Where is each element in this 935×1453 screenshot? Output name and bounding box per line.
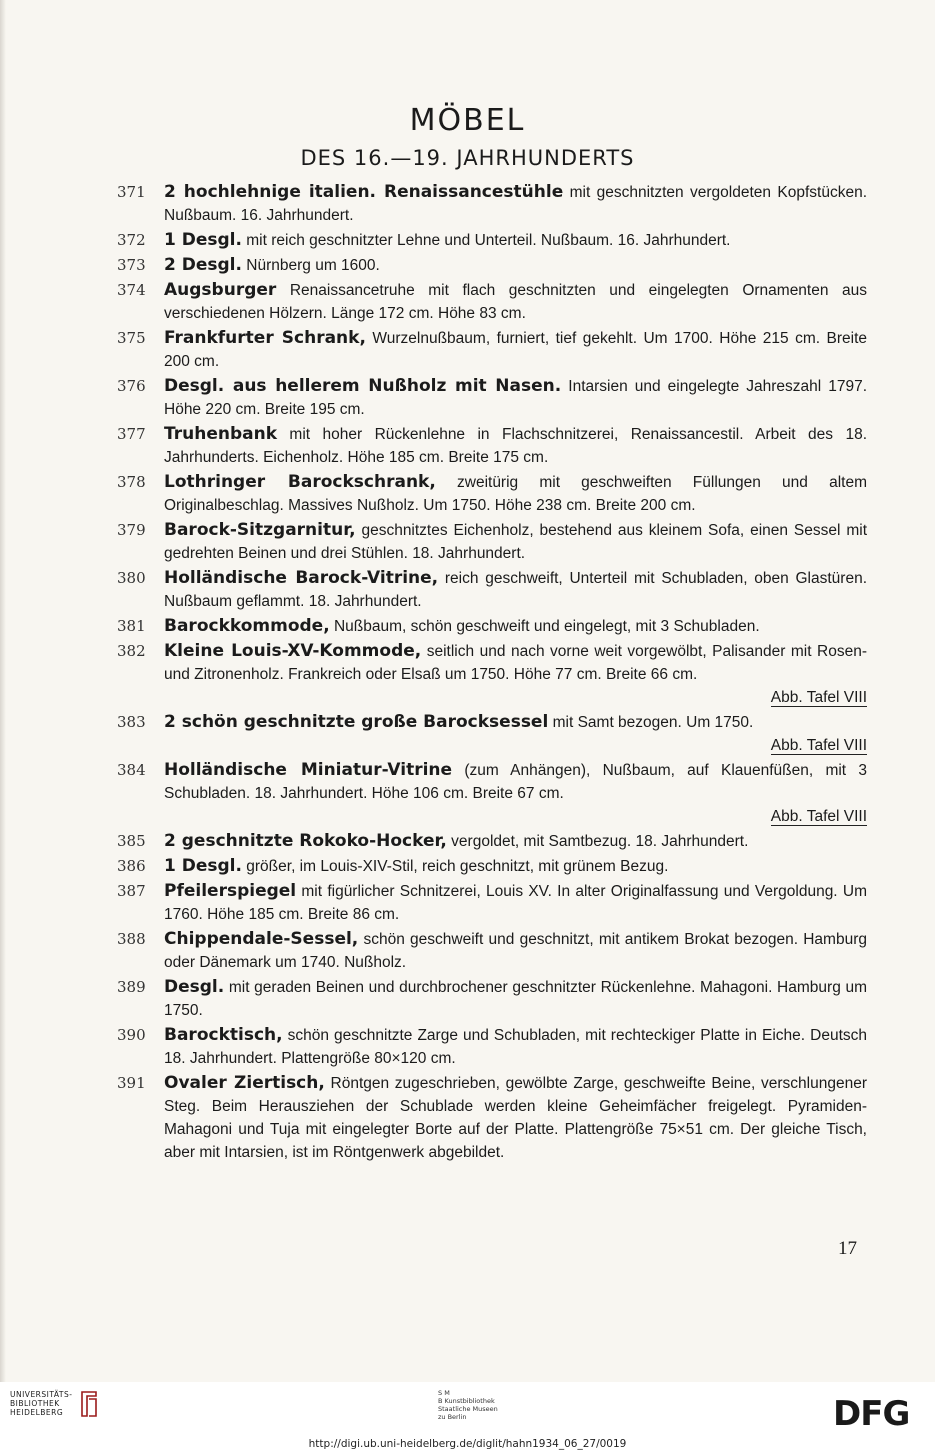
page-subtitle: DES 16.—19. JAHRHUNDERTS (300, 146, 635, 170)
lot-heading: 1 Desgl. (164, 856, 242, 876)
lot-heading: Kleine Louis-XV-Kommode, (164, 641, 422, 661)
collection-info-line: Staatliche Museen (438, 1405, 498, 1413)
lot-heading: Barocktisch, (164, 1025, 283, 1045)
lot-description: schön geschnitzte Zarge und Schubladen, mit rechteckiger Platte in Eiche. Deutsch 18. Jahrhundert. Plattengröße 80×120 cm. (164, 1027, 867, 1067)
lot-heading: Barockkommode, (164, 616, 330, 636)
lot-description: reich geschweift, Unterteil mit Schubladen, oben Glastüren. Nußbaum geflammt. 18. Jahrhundert. (164, 570, 867, 610)
page-title: MÖBEL (409, 103, 526, 138)
lot-description: geschnitztes Eichenholz, bestehend aus kleinem Sofa, einen Sessel mit gedrehten Beinen und drei Stühlen. 18. Jahrhundert. (164, 522, 867, 562)
catalog-entry (117, 711, 867, 757)
lot-number: 387 (117, 882, 146, 900)
plate-reference (164, 805, 867, 828)
lot-description: mit Samt bezogen. Um 1750. (548, 714, 754, 731)
lot-description: mit geraden Beinen und durchbrochener geschnitzter Rückenlehne. Mahagoni. Hamburg um 1750. (164, 979, 867, 1019)
catalog-entry (117, 279, 867, 325)
library-name-line: BIBLIOTHEK (10, 1398, 60, 1408)
catalog-entry (117, 615, 867, 638)
lot-heading: Desgl. (164, 977, 225, 997)
catalog-entry (117, 423, 867, 469)
catalog-entry (117, 471, 867, 517)
catalog-entry (117, 181, 867, 227)
lot-number: 374 (117, 281, 146, 299)
lot-heading: Barock-Sitzgarnitur, (164, 520, 356, 540)
lot-description: seitlich und nach vorne weit vorgewölbt, Palisander mit Rosen- und Zitronenholz. Frankreich oder Elsaß um 1750. Höhe 77 cm. Breite 66 cm. (164, 643, 867, 683)
lot-description: Renaissancetruhe mit flach geschnitzten und eingelegten Ornamenten aus verschiedenen Hölzern. Länge 172 cm. Höhe 83 cm. (164, 282, 867, 322)
lot-number: 389 (117, 978, 146, 996)
catalog-entry (117, 880, 867, 926)
lot-heading: 2 Desgl. (164, 255, 242, 275)
catalog-entry (117, 640, 867, 709)
lot-number: 376 (117, 377, 146, 395)
library-name (10, 1390, 72, 1417)
lot-description: (zum Anhängen), Nußbaum, auf Klauenfüßen, mit 3 Schubladen. 18. Jahrhundert. Höhe 106 cm. Breite 67 cm. (164, 762, 867, 802)
catalog-entry (117, 254, 867, 277)
lot-number: 390 (117, 1026, 146, 1044)
lot-number: 379 (117, 521, 146, 539)
collection-info-line: zu Berlin (438, 1413, 467, 1421)
lot-heading: Holländische Miniatur-Vitrine (164, 760, 453, 780)
catalog-entry (117, 519, 867, 565)
lot-heading: Chippendale-Sessel, (164, 929, 359, 949)
library-name-line: UNIVERSITÄTS- (10, 1389, 73, 1399)
lot-heading: Holländische Barock-Vitrine, (164, 568, 439, 588)
viewer-footer (0, 1382, 935, 1453)
lot-description: mit hoher Rückenlehne in Flachschnitzerei, Renaissancestil. Arbeit des 18. Jahrhunderts. Eichenholz. Höhe 185 cm. Breite 175 cm. (164, 426, 867, 466)
lot-description: Intarsien und eingelegte Jahreszahl 1797. Höhe 220 cm. Breite 195 cm. (164, 378, 867, 418)
lot-number: 378 (117, 473, 146, 491)
permalink-url[interactable]: http://digi.ub.uni-heidelberg.de/diglit/hahn1934_06_27/0019 (308, 1438, 627, 1450)
lot-description: schön geschweift und geschnitzt, mit antikem Brokat bezogen. Hamburg oder Dänemark um 1740. Nußholz. (164, 931, 867, 971)
lot-heading: 1 Desgl. (164, 230, 242, 250)
lot-description: Röntgen zugeschrieben, gewölbte Zarge, geschweifte Beine, verschlungener Steg. Beim Herausziehen der Schublade werden kleine Geheimfächer freigelegt. Pyramiden-Mahagoni und Tuja mit eingelegter Borte auf der Platte. Plattengröße 75×51 cm. Der gleiche Tisch, aber mit Intarsien, ist im Röntgenwerk abgebildet. (164, 1075, 867, 1161)
plate-reference (164, 734, 867, 757)
catalog-entry (117, 1072, 867, 1164)
lot-number: 375 (117, 329, 146, 347)
lot-heading: Pfeilerspiegel (164, 881, 297, 901)
catalog-entry (117, 327, 867, 373)
catalog-entry (117, 830, 867, 853)
lot-description: Wurzelnußbaum, furniert, tief gekehlt. Um 1700. Höhe 215 cm. Breite 200 cm. (164, 330, 868, 370)
lot-description: mit geschnitzten vergoldeten Kopfstücken. Nußbaum. 16. Jahrhundert. (164, 184, 867, 224)
lot-heading: Augsburger (164, 280, 277, 300)
catalog-entries (117, 181, 867, 1166)
lot-number: 386 (117, 857, 146, 875)
catalog-entry (117, 567, 867, 613)
lot-heading: 2 schön geschnitzte große Barocksessel (164, 712, 549, 732)
lot-number: 388 (117, 930, 146, 948)
plate-reference (164, 686, 867, 709)
catalog-entry (117, 976, 867, 1022)
lot-heading: 2 geschnitzte Rokoko-Hocker, (164, 831, 447, 851)
library-name-line: HEIDELBERG (10, 1407, 64, 1417)
lot-description: Nürnberg um 1600. (241, 257, 380, 274)
dfg-logo[interactable]: DFG (833, 1394, 910, 1434)
plate-reference-text: Abb. Tafel VIII (770, 689, 867, 706)
collection-info-line: S M (438, 1389, 450, 1397)
lot-number: 380 (117, 569, 146, 587)
catalog-entry (117, 855, 867, 878)
lot-heading: Frankfurter Schrank, (164, 328, 366, 348)
lot-heading: 2 hochlehnige italien. Renaissancestühle (164, 182, 564, 202)
lot-number: 381 (117, 617, 146, 635)
page-number: 17 (838, 1238, 857, 1259)
lot-description: Nußbaum, schön geschweift und eingelegt, mit 3 Schubladen. (329, 618, 760, 635)
lot-description: größer, im Louis-XIV-Stil, reich geschnitzt, mit grünem Bezug. (241, 858, 669, 875)
lot-number: 391 (117, 1074, 146, 1092)
lot-heading: Desgl. aus hellerem Nußholz mit Nasen. (164, 376, 562, 396)
lot-heading: Lothringer Barockschrank, (164, 472, 436, 492)
catalog-entry (117, 1024, 867, 1070)
lot-number: 371 (117, 183, 146, 201)
lot-number: 373 (117, 256, 146, 274)
catalog-entry (117, 759, 867, 828)
catalog-entry (117, 229, 867, 252)
collection-info (438, 1389, 498, 1421)
lot-number: 372 (117, 231, 146, 249)
catalog-entry (117, 928, 867, 974)
lot-description: zweitürig mit geschweiften Füllungen und altem Originalbeschlag. Massives Nußholz. Um 1750. Höhe 238 cm. Breite 200 cm. (164, 474, 867, 514)
catalog-entry (117, 375, 867, 421)
plate-reference-text: Abb. Tafel VIII (770, 808, 867, 825)
lot-number: 384 (117, 761, 146, 779)
lot-number: 385 (117, 832, 146, 850)
lot-number: 377 (117, 425, 146, 443)
lot-heading: Ovaler Ziertisch, (164, 1073, 325, 1093)
library-logo[interactable] (10, 1388, 100, 1418)
plate-reference-text: Abb. Tafel VIII (770, 737, 867, 754)
lot-heading: Truhenbank (164, 424, 277, 444)
library-emblem-icon (78, 1388, 100, 1418)
lot-description: mit reich geschnitzter Lehne und Unterteil. Nußbaum. 16. Jahrhundert. (241, 232, 731, 249)
lot-number: 383 (117, 713, 146, 731)
lot-description: vergoldet, mit Samtbezug. 18. Jahrhundert. (446, 833, 749, 850)
lot-number: 382 (117, 642, 146, 660)
lot-description: mit figürlicher Schnitzerei, Louis XV. In alter Originalfassung und Vergoldung. Um 1760. Höhe 185 cm. Breite 86 cm. (164, 883, 867, 923)
collection-info-line: B Kunstbibliothek (438, 1397, 495, 1405)
